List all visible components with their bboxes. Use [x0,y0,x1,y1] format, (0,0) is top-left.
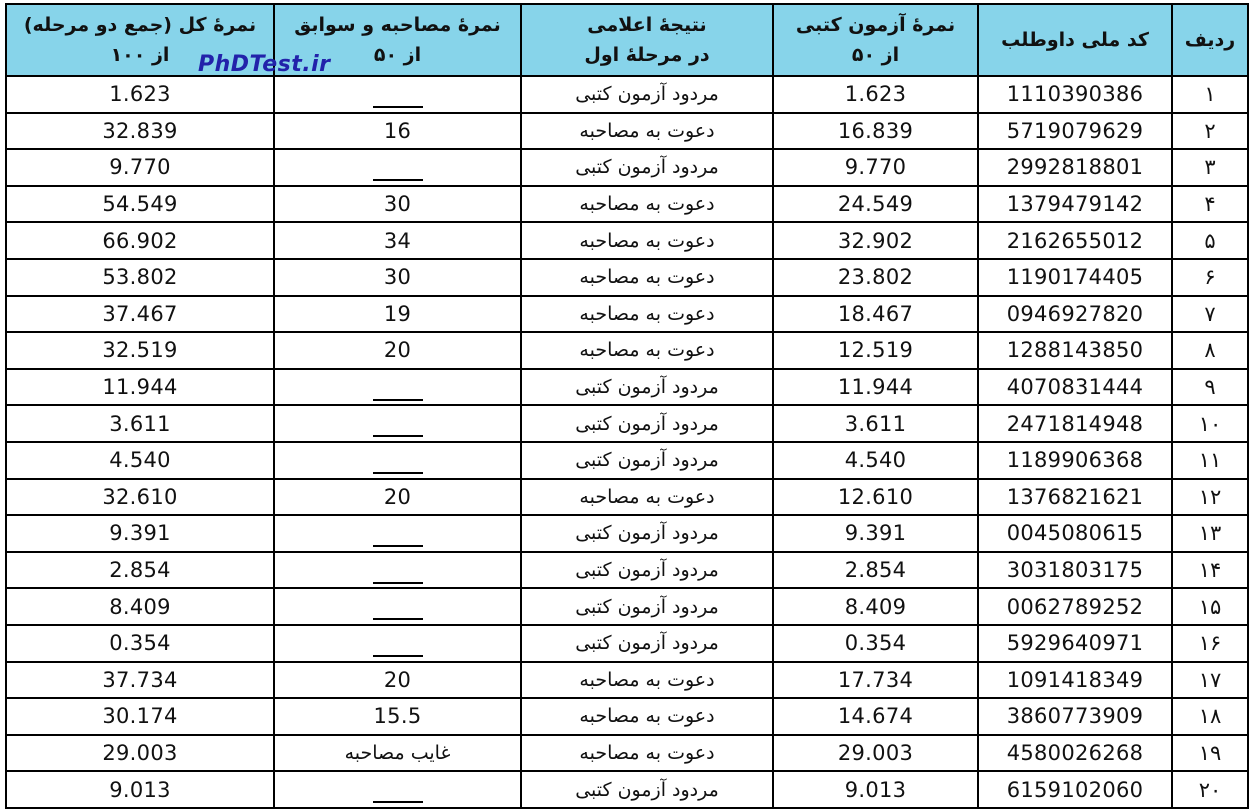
cell-total-score-value: 32.610 [102,484,178,509]
cell-interview-score [274,588,521,625]
cell-first-stage-result [521,186,773,223]
header-row [6,4,1248,76]
cell-national-id [978,222,1172,259]
cell-row-number [1172,76,1248,113]
empty-dash [373,399,423,401]
cell-row-number-value: ۱۰ [1198,411,1222,436]
cell-written-score [773,442,978,479]
cell-national-id-value: 1379479142 [1006,192,1144,217]
cell-row-number [1172,625,1248,662]
cell-total-score-value: 3.611 [109,411,171,436]
cell-national-id [978,186,1172,223]
cell-row-number-value: ۱۶ [1198,631,1222,656]
cell-first-stage-result-value: دعوت به مصاحبه [579,302,715,325]
cell-total-score-value: 32.839 [102,118,178,143]
cell-first-stage-result [521,698,773,735]
cell-written-score-value: 23.802 [837,265,914,290]
cell-total-score-value: 9.391 [109,521,171,546]
cell-written-score [773,479,978,516]
cell-first-stage-result-value: دعوت به مصاحبه [579,485,715,508]
cell-interview-score-value: 30 [383,192,412,217]
cell-row-number [1172,222,1248,259]
cell-written-score-value: 2.854 [844,558,907,583]
header-result-title: نتیجهٔ اعلامی [587,14,707,36]
cell-total-score-value: 53.802 [102,265,178,290]
cell-first-stage-result-value: دعوت به مصاحبه [579,339,715,362]
cell-interview-score [274,149,521,186]
cell-national-id-value: 0045080615 [1006,521,1144,546]
cell-total-score [6,76,274,113]
header-written-score-title: نمرهٔ آزمون کتبی [795,14,956,36]
cell-row-number-value: ۱۴ [1198,558,1222,583]
cell-total-score [6,662,274,699]
empty-dash [373,801,423,803]
cell-national-id [978,113,1172,150]
cell-first-stage-result [521,113,773,150]
cell-national-id [978,515,1172,552]
cell-national-id-value: 0946927820 [1006,301,1144,326]
cell-row-number-value: ۷ [1204,301,1216,326]
cell-national-id-value: 1190174405 [1006,265,1144,290]
cell-written-score-value: 17.734 [837,667,914,692]
table-row [6,296,1248,333]
cell-written-score [773,625,978,662]
cell-interview-score-value: 30 [383,265,412,290]
cell-interview-score [274,662,521,699]
cell-written-score [773,771,978,808]
cell-written-score-value: 9.391 [844,521,907,546]
cell-row-number [1172,588,1248,625]
cell-row-number [1172,771,1248,808]
table-row [6,479,1248,516]
cell-interview-score [274,552,521,589]
cell-first-stage-result [521,369,773,406]
cell-national-id [978,149,1172,186]
cell-written-score [773,405,978,442]
cell-national-id [978,698,1172,735]
cell-written-score [773,552,978,589]
cell-national-id [978,771,1172,808]
cell-written-score [773,662,978,699]
header-total-max: از ۱۰۰ [110,44,170,66]
cell-row-number [1172,552,1248,589]
cell-row-number-value: ۴ [1204,192,1216,217]
cell-total-score-value: 37.734 [102,667,178,692]
table-row [6,442,1248,479]
table-row [6,735,1248,772]
cell-row-number [1172,149,1248,186]
cell-row-number [1172,515,1248,552]
cell-interview-score [274,296,521,333]
cell-total-score-value: 1.623 [109,82,171,107]
cell-row-number-value: ۹ [1204,375,1216,400]
header-interview-score [274,4,521,76]
cell-interview-score [274,442,521,479]
cell-national-id-value: 5719079629 [1006,118,1144,143]
cell-interview-score [274,479,521,516]
header-interview-title: نمرهٔ مصاحبه و سوابق [294,14,501,36]
cell-written-score [773,332,978,369]
table-row [6,113,1248,150]
cell-interview-score [274,515,521,552]
cell-interview-score-value: 15.5 [373,704,422,729]
table-row [6,76,1248,113]
cell-interview-score [274,405,521,442]
cell-row-number [1172,662,1248,699]
cell-first-stage-result-value: مردود آزمون کتبی [575,83,719,106]
empty-dash [373,655,423,657]
empty-dash [373,582,423,584]
cell-total-score-value: 0.354 [109,631,171,656]
cell-national-id-value: 2471814948 [1006,411,1144,436]
cell-written-score [773,588,978,625]
cell-row-number [1172,259,1248,296]
watermark-logo: PhDTest.ir [198,52,331,77]
cell-first-stage-result [521,479,773,516]
cell-total-score-value: 4.540 [109,448,171,473]
cell-first-stage-result-value: مردود آزمون کتبی [575,376,719,399]
cell-total-score [6,698,274,735]
empty-dash [373,106,423,108]
cell-row-number [1172,113,1248,150]
header-total-score [6,4,274,76]
cell-national-id [978,405,1172,442]
cell-total-score-value: 11.944 [102,375,178,400]
cell-national-id-value: 4070831444 [1006,375,1144,400]
cell-national-id [978,479,1172,516]
cell-national-id-value: 3860773909 [1006,704,1144,729]
cell-first-stage-result [521,76,773,113]
cell-row-number [1172,405,1248,442]
table-row [6,222,1248,259]
cell-first-stage-result [521,222,773,259]
cell-written-score [773,296,978,333]
cell-total-score [6,113,274,150]
cell-first-stage-result [521,588,773,625]
cell-first-stage-result [521,735,773,772]
cell-first-stage-result [521,515,773,552]
table-row [6,588,1248,625]
cell-written-score [773,222,978,259]
cell-first-stage-result-value: دعوت به مصاحبه [579,741,715,764]
table-row [6,662,1248,699]
cell-written-score-value: 16.839 [837,118,914,143]
table-row [6,405,1248,442]
header-national-id [978,4,1172,76]
cell-total-score [6,515,274,552]
cell-interview-score-value: 16 [383,118,412,143]
cell-interview-score [274,698,521,735]
cell-total-score-value: 37.467 [102,301,178,326]
cell-first-stage-result-value: دعوت به مصاحبه [579,193,715,216]
cell-first-stage-result-value: مردود آزمون کتبی [575,632,719,655]
cell-first-stage-result [521,405,773,442]
table-row [6,369,1248,406]
cell-row-number [1172,296,1248,333]
cell-total-score [6,625,274,662]
cell-national-id-value: 3031803175 [1006,558,1144,583]
cell-written-score-value: 12.610 [837,484,914,509]
cell-first-stage-result-value: مردود آزمون کتبی [575,595,719,618]
cell-first-stage-result-value: مردود آزمون کتبی [575,559,719,582]
cell-national-id [978,259,1172,296]
cell-national-id-value: 0062789252 [1006,594,1144,619]
cell-written-score [773,186,978,223]
header-national-id-label: کد ملی داوطلب [1001,29,1149,51]
cell-national-id [978,369,1172,406]
cell-national-id-value: 1091418349 [1006,667,1144,692]
cell-written-score-value: 0.354 [844,631,907,656]
cell-row-number-value: ۱۷ [1198,667,1222,692]
cell-written-score [773,735,978,772]
cell-written-score [773,698,978,735]
cell-first-stage-result-value: مردود آزمون کتبی [575,778,719,801]
cell-row-number-value: ۲ [1204,118,1216,143]
results-table [5,3,1249,809]
table-row [6,552,1248,589]
cell-written-score [773,113,978,150]
cell-interview-score [274,771,521,808]
cell-interview-score [274,735,521,772]
cell-written-score-value: 4.540 [844,448,907,473]
header-result-subtitle: در مرحلهٔ اول [584,44,710,66]
header-written-score-max: از ۵۰ [851,44,900,66]
cell-first-stage-result [521,625,773,662]
cell-written-score-value: 18.467 [837,301,914,326]
cell-interview-score-value: 20 [383,484,412,509]
cell-total-score-value: 8.409 [109,594,171,619]
cell-total-score [6,552,274,589]
cell-national-id-value: 2162655012 [1006,228,1144,253]
cell-total-score [6,332,274,369]
cell-row-number-value: ۱۲ [1198,484,1222,509]
cell-interview-score-value: 20 [383,667,412,692]
table-row [6,771,1248,808]
cell-row-number-value: ۱۳ [1198,521,1222,546]
cell-written-score [773,76,978,113]
cell-interview-score [274,625,521,662]
header-total-title: نمرهٔ کل (جمع دو مرحله) [23,14,257,36]
cell-interview-score-value: غایب مصاحبه [344,741,451,764]
cell-written-score-value: 3.611 [844,411,907,436]
cell-row-number [1172,186,1248,223]
cell-national-id-value: 4580026268 [1006,740,1144,765]
cell-interview-score [274,369,521,406]
header-row-number [1172,4,1248,76]
cell-written-score-value: 9.013 [844,777,907,802]
cell-total-score [6,771,274,808]
table-row [6,698,1248,735]
cell-first-stage-result-value: مردود آزمون کتبی [575,449,719,472]
cell-first-stage-result [521,149,773,186]
empty-dash [373,618,423,620]
cell-written-score [773,259,978,296]
table-row [6,515,1248,552]
cell-row-number [1172,369,1248,406]
cell-first-stage-result-value: مردود آزمون کتبی [575,412,719,435]
cell-interview-score [274,222,521,259]
cell-interview-score-value: 20 [383,338,412,363]
cell-total-score-value: 54.549 [102,192,178,217]
empty-dash [373,435,423,437]
cell-first-stage-result-value: دعوت به مصاحبه [579,229,715,252]
cell-total-score-value: 9.770 [109,155,171,180]
cell-row-number [1172,479,1248,516]
cell-written-score-value: 9.770 [844,155,907,180]
cell-total-score-value: 32.519 [102,338,178,363]
cell-first-stage-result [521,771,773,808]
cell-first-stage-result [521,296,773,333]
cell-row-number [1172,698,1248,735]
cell-national-id [978,735,1172,772]
table-row [6,186,1248,223]
cell-written-score-value: 11.944 [837,375,914,400]
cell-first-stage-result-value: دعوت به مصاحبه [579,266,715,289]
cell-first-stage-result-value: دعوت به مصاحبه [579,668,715,691]
cell-row-number-value: ۵ [1204,228,1216,253]
cell-row-number [1172,442,1248,479]
table-row [6,625,1248,662]
table-row [6,259,1248,296]
cell-written-score [773,149,978,186]
cell-written-score-value: 8.409 [844,594,907,619]
cell-first-stage-result [521,662,773,699]
cell-national-id [978,442,1172,479]
cell-row-number [1172,735,1248,772]
table-body [6,76,1248,808]
cell-total-score [6,588,274,625]
cell-national-id [978,625,1172,662]
cell-written-score-value: 29.003 [837,740,914,765]
cell-row-number-value: ۱۹ [1198,740,1222,765]
cell-interview-score [274,76,521,113]
cell-national-id [978,332,1172,369]
cell-total-score [6,405,274,442]
cell-written-score [773,515,978,552]
cell-total-score [6,222,274,259]
header-first-stage-result [521,4,773,76]
table-row [6,332,1248,369]
cell-interview-score [274,113,521,150]
cell-first-stage-result [521,259,773,296]
cell-national-id-value: 5929640971 [1006,631,1144,656]
cell-national-id-value: 1288143850 [1006,338,1144,363]
cell-total-score-value: 9.013 [109,777,171,802]
cell-total-score [6,479,274,516]
empty-dash [373,179,423,181]
empty-dash [373,472,423,474]
cell-first-stage-result [521,442,773,479]
cell-written-score-value: 24.549 [837,192,914,217]
cell-row-number-value: ۳ [1204,155,1216,180]
cell-row-number-value: ۱۵ [1198,594,1222,619]
cell-first-stage-result-value: مردود آزمون کتبی [575,156,719,179]
header-row-number-label: ردیف [1184,29,1236,51]
cell-national-id-value: 1189906368 [1006,448,1144,473]
cell-national-id [978,588,1172,625]
cell-interview-score-value: 19 [383,301,412,326]
cell-total-score-value: 66.902 [102,228,178,253]
cell-written-score [773,369,978,406]
cell-national-id [978,662,1172,699]
cell-interview-score [274,332,521,369]
cell-total-score-value: 2.854 [109,558,171,583]
cell-national-id-value: 2992818801 [1006,155,1144,180]
cell-first-stage-result-value: دعوت به مصاحبه [579,705,715,728]
cell-national-id [978,296,1172,333]
cell-first-stage-result [521,552,773,589]
cell-first-stage-result-value: دعوت به مصاحبه [579,119,715,142]
cell-total-score-value: 29.003 [102,740,178,765]
cell-total-score [6,735,274,772]
cell-total-score [6,296,274,333]
cell-national-id-value: 6159102060 [1006,777,1144,802]
cell-total-score [6,186,274,223]
cell-interview-score-value: 34 [383,228,412,253]
cell-interview-score [274,186,521,223]
cell-written-score-value: 1.623 [844,82,907,107]
cell-total-score [6,442,274,479]
cell-first-stage-result [521,332,773,369]
cell-interview-score [274,259,521,296]
cell-first-stage-result-value: مردود آزمون کتبی [575,522,719,545]
cell-national-id-value: 1376821621 [1006,484,1144,509]
cell-national-id [978,76,1172,113]
cell-written-score-value: 14.674 [837,704,914,729]
cell-row-number-value: ۸ [1204,338,1216,363]
cell-total-score [6,369,274,406]
cell-row-number-value: ۱ [1204,82,1216,107]
cell-row-number-value: ۱۸ [1198,704,1222,729]
cell-row-number-value: ۱۱ [1198,448,1222,473]
cell-total-score [6,149,274,186]
cell-written-score-value: 12.519 [837,338,914,363]
cell-row-number [1172,332,1248,369]
cell-national-id [978,552,1172,589]
cell-row-number-value: ۶ [1204,265,1216,290]
table-row [6,149,1248,186]
cell-total-score [6,259,274,296]
cell-written-score-value: 32.902 [837,228,914,253]
cell-row-number-value: ۲۰ [1198,777,1222,802]
cell-total-score-value: 30.174 [102,704,178,729]
header-written-score [773,4,978,76]
header-interview-max: از ۵۰ [373,44,422,66]
empty-dash [373,545,423,547]
cell-national-id-value: 1110390386 [1006,82,1144,107]
